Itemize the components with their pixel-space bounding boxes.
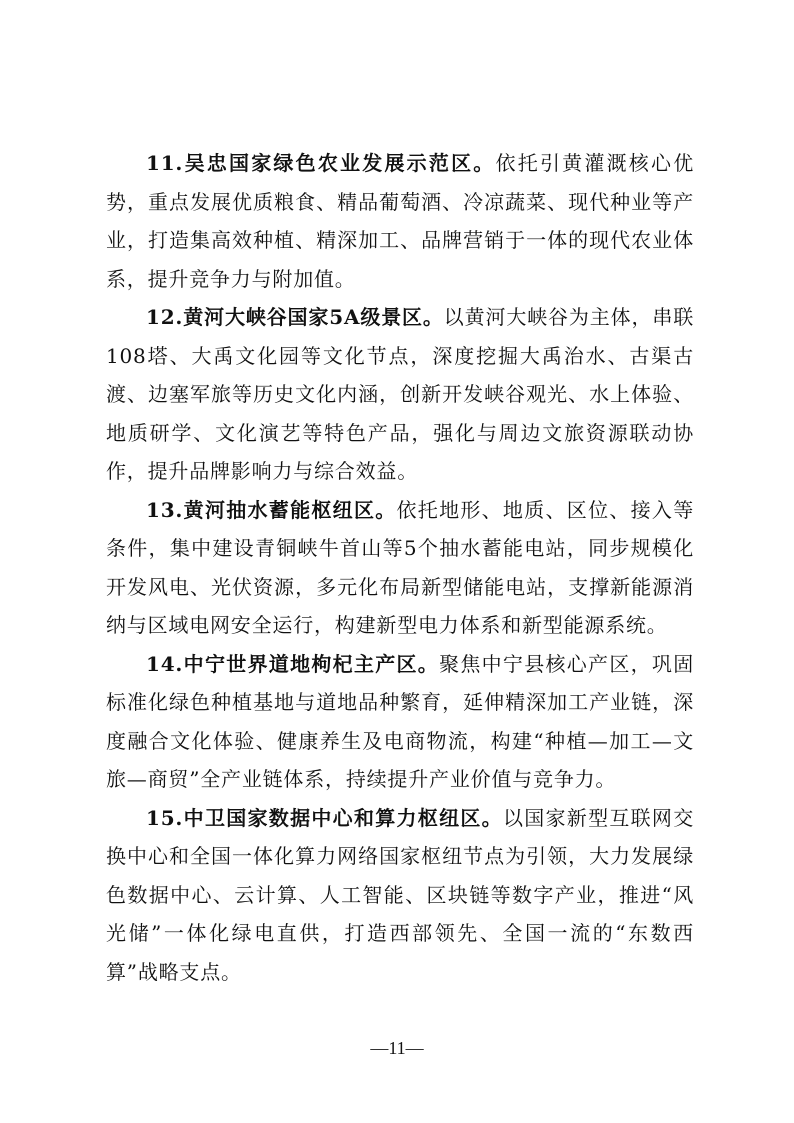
paragraph-heading: 11.吴忠国家绿色农业发展示范区。: [146, 151, 496, 175]
paragraph-12: [106, 298, 694, 491]
paragraph-heading: 12.黄河大峡谷国家5A级景区。: [146, 305, 444, 329]
paragraph-14: [106, 645, 694, 799]
paragraph-11: [106, 144, 694, 298]
paragraph-heading: 15.中卫国家数据中心和算力枢纽区。: [146, 805, 503, 830]
paragraph-text: 以黄河大峡谷为主体，串联108塔、大禹文化园等文化节点，深度挖掘大禹治水、古渠古渡、边塞军旅等历史文化内涵，创新开发峡谷观光、水上体验、地质研学、文化演艺等特色产品，强化与周边文旅资源联动协作，提升品牌影响力与综合效益。: [106, 305, 694, 483]
paragraph-heading: 14.中宁世界道地枸杞主产区。: [146, 651, 440, 676]
paragraph-text: 依托地形、地质、区位、接入等条件，集中建设青铜峡牛首山等5个抽水蓄能电站，同步规模化开发风电、光伏资源，多元化布局新型储能电站，支撑新能源消纳与区域电网安全运行，构建新型电力体系和新型能源系统。: [106, 497, 694, 637]
paragraph-15: [106, 799, 694, 992]
paragraph-13: [106, 491, 694, 645]
paragraph-text: 依托引黄灌溉核心优势，重点发展优质粮食、精品葡萄酒、冷凉蔬菜、现代种业等产业，打造集高效种植、精深加工、品牌营销于一体的现代农业体系，提升竞争力与附加值。: [106, 151, 694, 291]
paragraph-text: 以国家新型互联网交换中心和全国一体化算力网络国家枢纽节点为引领，大力发展绿色数据中心、云计算、人工智能、区块链等数字产业，推进“风光储”一体化绿电直供，打造西部领先、全国一流的“东数西算”战略支点。: [106, 805, 695, 984]
document-body: [106, 144, 694, 991]
paragraph-heading: 13.黄河抽水蓄能枢纽区。: [146, 497, 397, 522]
paragraph-text: 聚焦中宁县核心产区，巩固标准化绿色种植基地与道地品种繁育，延伸精深加工产业链，深度融合文化体验、健康养生及电商物流，构建“种植—加工—文旅—商贸”全产业链体系，持续提升产业价值与竞争力。: [106, 651, 694, 791]
page-number: —11—: [370, 1038, 424, 1058]
